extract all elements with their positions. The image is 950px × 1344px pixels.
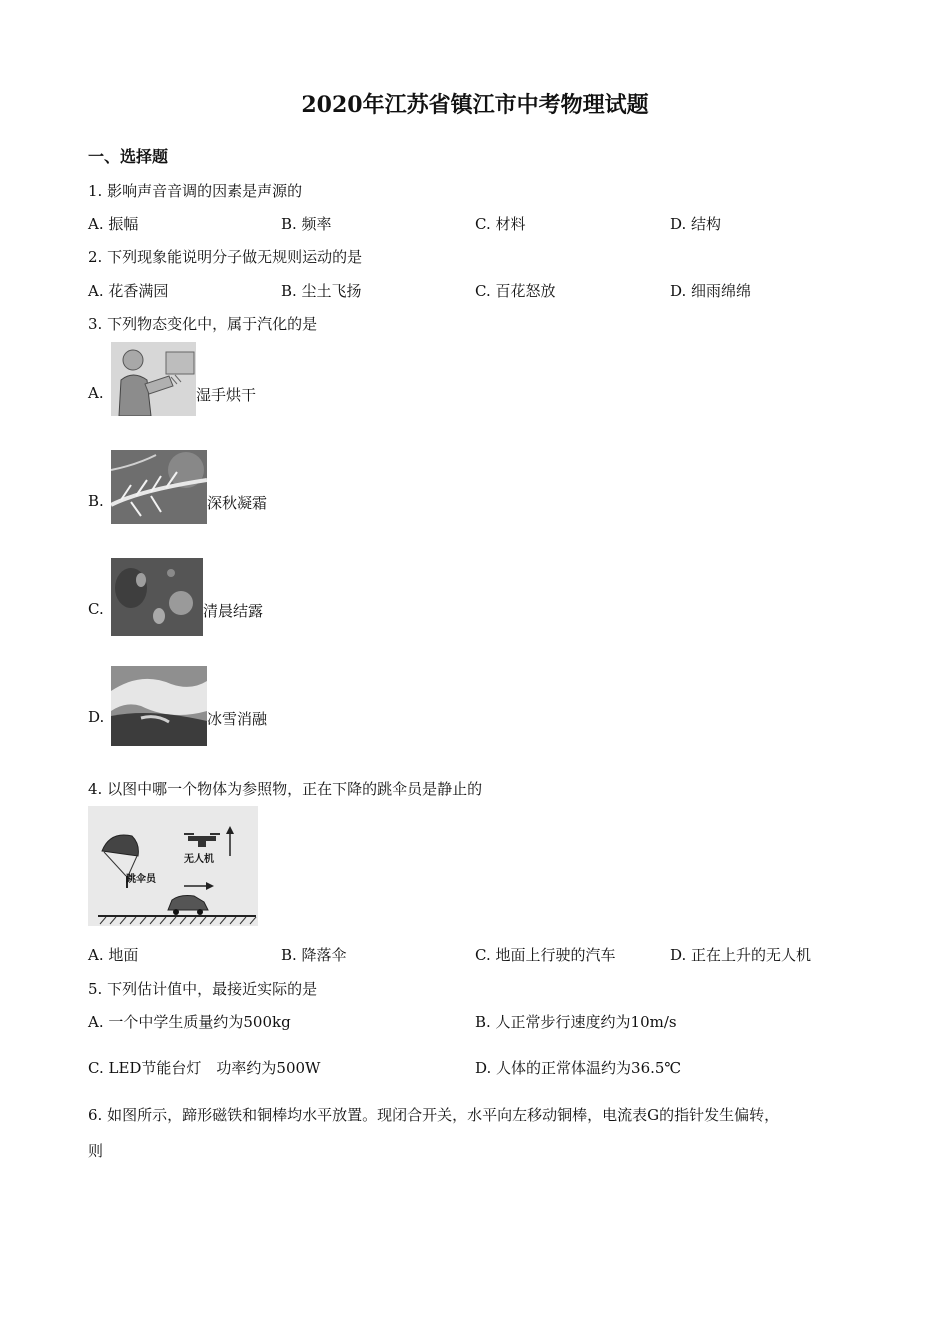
question-3-stem: 3. 下列物态变化中，属于汽化的是 xyxy=(88,315,318,333)
q1-option-d[interactable]: D. 结构 xyxy=(670,215,722,233)
section-heading: 一、选择题 xyxy=(88,147,169,166)
q2-option-c[interactable]: C. 百花怒放 xyxy=(475,282,556,300)
q5-option-a[interactable]: A. 一个中学生质量约为500kg xyxy=(88,1013,291,1031)
q1-option-c[interactable]: C. 材料 xyxy=(475,215,526,233)
question-4-stem: 4. 以图中哪一个物体为参照物，正在下降的跳伞员是静止的 xyxy=(88,780,483,798)
q3-option-d-letter[interactable]: D. xyxy=(88,708,105,726)
q5-option-b[interactable]: B. 人正常步行速度约为10m/s xyxy=(475,1013,677,1031)
question-2-stem: 2. 下列现象能说明分子做无规则运动的是 xyxy=(88,248,363,266)
q3-option-c-caption: 清晨结露 xyxy=(203,602,264,620)
q2-option-d[interactable]: D. 细雨绵绵 xyxy=(670,282,752,300)
q3-option-a-caption: 湿手烘干 xyxy=(196,386,257,404)
frost-branch-image xyxy=(111,450,207,524)
jumper-label: 跳伞员 xyxy=(126,874,156,885)
hand-dryer-image xyxy=(111,342,196,416)
q3-option-b-caption: 深秋凝霜 xyxy=(207,494,268,512)
q3-option-d-caption: 冰雪消融 xyxy=(207,710,268,728)
q1-option-b[interactable]: B. 频率 xyxy=(281,215,332,233)
q3-option-c-letter[interactable]: C. xyxy=(88,600,104,618)
q2-option-b[interactable]: B. 尘土飞扬 xyxy=(281,282,362,300)
question-6-stem: 6. 如图所示，蹄形磁铁和铜棒均水平放置。现闭合开关，水平向左移动铜棒，电流表G的指针发生偏转， xyxy=(88,1106,780,1124)
q1-option-a[interactable]: A. 振幅 xyxy=(88,215,139,233)
q4-option-d[interactable]: D. 正在上升的无人机 xyxy=(670,946,812,964)
melting-snow-image xyxy=(111,666,207,746)
q3-option-b-letter[interactable]: B. xyxy=(88,492,104,510)
question-6-stem-cont: 则 xyxy=(88,1142,104,1160)
question-1-stem: 1. 影响声音音调的因素是声源的 xyxy=(88,182,303,200)
parachute-diagram xyxy=(88,806,258,926)
q2-option-a[interactable]: A. 花香满园 xyxy=(88,282,169,300)
drone-label: 无人机 xyxy=(184,854,214,865)
q5-option-c[interactable]: C. LED节能台灯 功率约为500W xyxy=(88,1059,321,1077)
q5-option-d[interactable]: D. 人体的正常体温约为36.5℃ xyxy=(475,1059,682,1077)
q4-option-a[interactable]: A. 地面 xyxy=(88,946,139,964)
question-5-stem: 5. 下列估计值中，最接近实际的是 xyxy=(88,980,318,998)
q4-option-b[interactable]: B. 降落伞 xyxy=(281,946,347,964)
q3-option-a-letter[interactable]: A. xyxy=(88,384,104,402)
q4-option-c[interactable]: C. 地面上行驶的汽车 xyxy=(475,946,616,964)
dew-drops-image xyxy=(111,558,203,636)
page-title: 2020年江苏省镇江市中考物理试题 xyxy=(301,92,649,118)
